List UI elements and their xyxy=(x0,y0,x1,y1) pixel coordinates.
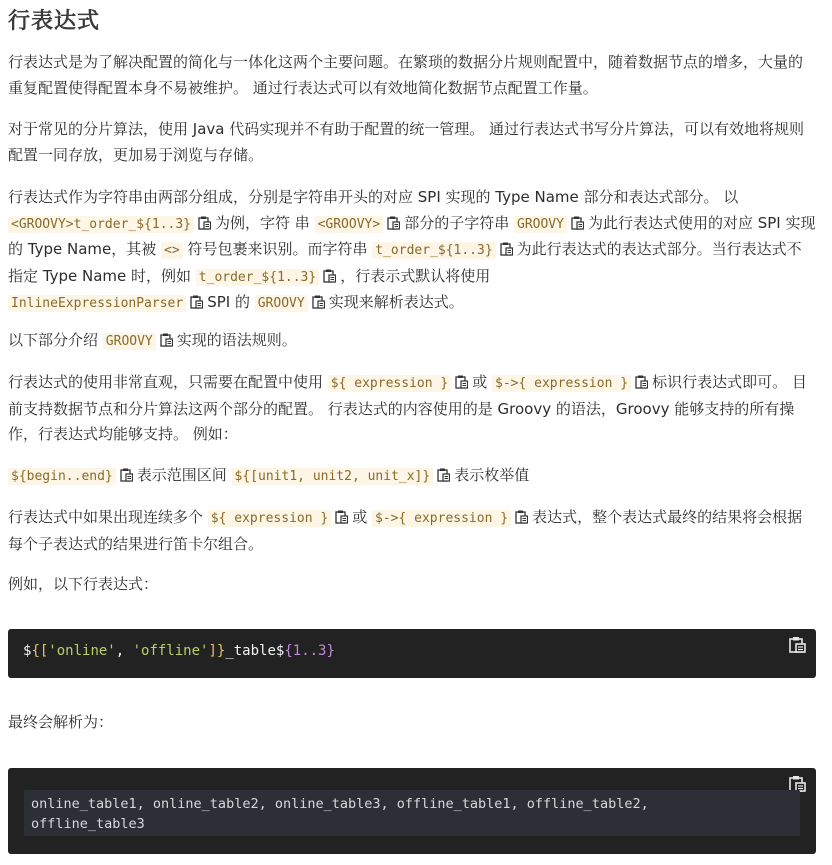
code-token: } xyxy=(326,643,335,659)
code-token: $ xyxy=(23,643,32,659)
clipboard-icon xyxy=(455,375,468,389)
copy-code-icon[interactable] xyxy=(160,333,173,347)
clipboard-icon xyxy=(160,333,173,347)
copy-code-icon[interactable] xyxy=(312,295,325,309)
text: SPI 的 xyxy=(207,293,250,311)
code-token: 1..3 xyxy=(292,643,327,659)
copy-code-icon[interactable] xyxy=(198,216,211,230)
text: 行表达式的使用非常直观，只需要在配置中使用 xyxy=(8,373,324,391)
text: 为此行表达式的表达式部分。当行表达式不指定 Type Name 时，例如 xyxy=(8,240,802,285)
inline-code: <GROOVY>t_order_${1..3} xyxy=(8,216,194,233)
inline-code: ${begin..end} xyxy=(8,468,116,485)
paragraph-usage xyxy=(8,370,816,448)
inline-code: $->{ expression } xyxy=(372,510,511,527)
clipboard-icon xyxy=(323,269,336,283)
clipboard-icon xyxy=(437,468,450,482)
code-token: {[ xyxy=(31,643,49,659)
clipboard-icon xyxy=(500,242,513,256)
paragraph-example-lead: 例如，以下行表达式： xyxy=(8,575,159,593)
copy-code-icon[interactable] xyxy=(500,242,513,256)
inline-code: <> xyxy=(161,242,183,259)
text: 或 xyxy=(472,373,488,391)
text: 以下部分介绍 xyxy=(8,331,99,349)
clipboard-icon xyxy=(120,468,133,482)
text: 表示范围区间 xyxy=(136,466,227,484)
inline-code: $->{ expression } xyxy=(492,375,631,392)
code-token: , xyxy=(115,643,133,659)
clipboard-icon xyxy=(335,510,348,524)
paragraph-structure xyxy=(8,185,816,317)
paragraph-result-lead: 最终会解析为： xyxy=(8,713,114,731)
text: 为此行表达式使用的对应 SPI 实现的 Type Name，其被 xyxy=(8,213,816,258)
page-title: 行表达式 xyxy=(8,9,101,34)
paragraph-algorithm: 对于常见的分片算法，使用 Java 代码实现并不有助于配置的统一管理。 通过行表达式书写分片算法，可以有效地将规则配置一同存放，更加易于浏览与存储。 xyxy=(8,120,804,164)
copy-code-icon[interactable] xyxy=(571,216,584,230)
clipboard-icon xyxy=(515,510,528,524)
copy-code-button[interactable] xyxy=(787,635,807,655)
clipboard-icon xyxy=(787,635,807,655)
inline-code: t_order_${1..3} xyxy=(196,269,319,286)
clipboard-icon xyxy=(635,375,648,389)
code-token: 'offline' xyxy=(132,643,209,659)
copy-code-icon[interactable] xyxy=(190,295,203,309)
paragraph-intro: 行表达式是为了解决配置的简化与一体化这两个主要问题。在繁琐的数据分片规则配置中，随着数据节点的增多，大量的重复配置使得配置本身不易被维护。 通过行表达式可以有效地简化数据节点配置工作量。 xyxy=(8,53,804,97)
copy-code-icon[interactable] xyxy=(455,375,468,389)
copy-code-icon[interactable] xyxy=(120,468,133,482)
clipboard-icon xyxy=(571,216,584,230)
inline-code: ${[unit1, unit2, unit_x]} xyxy=(232,468,434,485)
text: 行表达式中如果出现连续多个 xyxy=(8,508,204,526)
text: 为例，字符 串 xyxy=(215,213,310,232)
copy-code-icon[interactable] xyxy=(323,269,336,283)
text: 或 xyxy=(352,508,368,526)
copy-code-icon[interactable] xyxy=(437,468,450,482)
inline-code: ${ expression } xyxy=(208,510,331,527)
code-token: 'online' xyxy=(48,643,116,659)
paragraph-cartesian xyxy=(8,505,816,557)
paragraph-examples xyxy=(8,463,816,490)
code-block-result xyxy=(8,768,816,854)
copy-code-icon[interactable] xyxy=(387,216,400,230)
text: 实现来解析表达式。 xyxy=(328,293,464,311)
inline-code: ${ expression } xyxy=(328,375,451,392)
inline-code: GROOVY xyxy=(255,295,308,312)
code-output: online_table1, online_table2, online_table3, offline_table1, offline_table2, offline_table3 xyxy=(31,796,649,832)
code-token: ]} xyxy=(208,643,226,659)
text: 行表达式作为字符串由两部分组成，分别是字符串开头的对应 SPI 实现的 Type Name 部分和表达式部分。 以 xyxy=(8,188,739,206)
text: 表达式，整个表达式最终的结果将会根据每个子表达式的结果进行笛卡尔组合。 xyxy=(8,508,803,553)
inline-code: GROOVY xyxy=(514,216,567,233)
clipboard-icon xyxy=(387,216,400,230)
code-block-expression xyxy=(8,629,816,678)
copy-code-icon[interactable] xyxy=(335,510,348,524)
text: 实现的语法规则。 xyxy=(176,331,297,349)
copy-code-icon[interactable] xyxy=(635,375,648,389)
text: 标识行表达式即可。 目前支持数据节点和分片算法这两个部分的配置。 行表达式的内容使用的是 Groovy 的语法，Groovy 能够支持的所有操作，行表达式均能够支持。 例如： xyxy=(8,373,807,443)
text: 部分的子字符串 xyxy=(404,213,510,232)
paragraph-groovy xyxy=(8,328,816,355)
inline-code: GROOVY xyxy=(103,333,156,350)
code-line xyxy=(23,643,335,659)
text: ，行表示式默认将使用 xyxy=(340,266,491,285)
inline-code: <GROOVY> xyxy=(315,216,384,233)
code-token: _table$ xyxy=(225,643,285,659)
code-output-panel xyxy=(24,790,800,836)
text: 表示枚举值 xyxy=(454,466,530,484)
clipboard-icon xyxy=(312,295,325,309)
copy-code-icon[interactable] xyxy=(515,510,528,524)
text: 符号包裹来识别。而字符串 xyxy=(187,240,368,258)
inline-code: InlineExpressionParser xyxy=(8,295,186,312)
inline-code: t_order_${1..3} xyxy=(372,242,495,259)
clipboard-icon xyxy=(190,295,203,309)
clipboard-icon xyxy=(198,216,211,230)
code-token: { xyxy=(284,643,293,659)
